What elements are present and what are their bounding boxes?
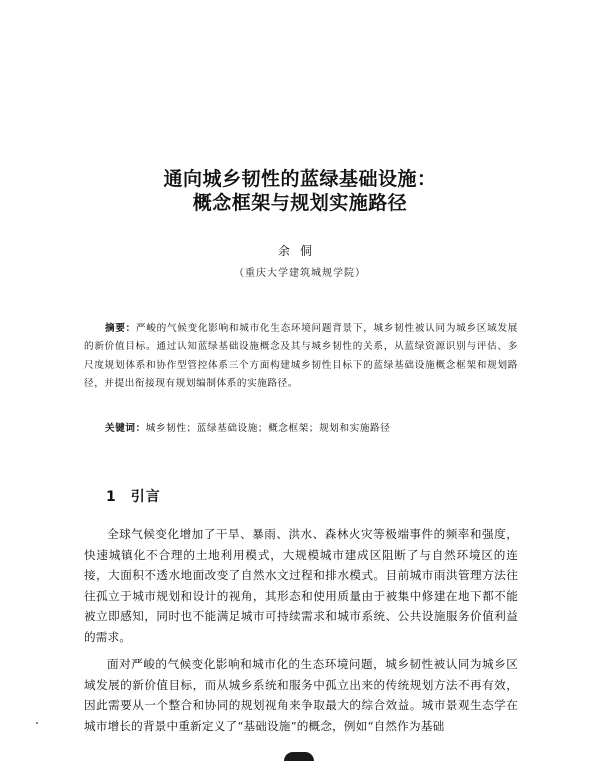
- abstract-text: 严峻的气候变化影响和城市化生态环境问题背景下，城乡韧性被认同为城乡区域发展的新价值目标。通过认知蓝绿基础设施概念及其与城乡韧性的关系，从蓝绿资源识别与评估、多尺度规划体系和协作型管控体系三个方面构建城乡韧性目标下的蓝绿基础设施概念框架和规划路径，并提出衔接现有规划编制体系的实施路径。: [84, 323, 518, 390]
- section-number: 1: [106, 489, 117, 505]
- page-number-mark: [284, 752, 314, 761]
- body-paragraph-1: 全球气候变化增加了干旱、暴雨、洪水、森林火灾等极端事件的频率和强度，快速城镇化不合理的土地利用模式，大规模城市建成区阻断了与自然环境区的连接，大面积不透水地面改变了自然水文过程和排水模式。目前城市雨洪管理方法往往孤立于城市规划和设计的视角，其形态和使用质量由于被集中修建在地下都不能被立即感知，同时也不能满足城市可持续需求和城市系统、公共设施服务价值利益的需求。: [84, 527, 518, 644]
- author-name: 余侗: [277, 244, 322, 258]
- keywords: [84, 420, 518, 438]
- section-heading: [106, 486, 161, 506]
- body-paragraph-2: 面对严峻的气候变化影响和城市化的生态环境问题，城乡韧性被认同为城乡区域发展的新价值目标，而从城乡系统和服务中孤立出来的传统规划方法不再有效，因此需要从一个整合和协同的规划视角来争取最大的综合效益。城市景观生态学在城市增长的背景中重新定义了“基础设施”的概念，例如“自然作为基础: [84, 657, 518, 733]
- abstract: [84, 320, 518, 394]
- paper-title-line1: 通向城乡韧性的蓝绿基础设施：: [163, 168, 437, 190]
- keywords-text: 城乡韧性；蓝绿基础设施；概念框架；规划和实施路径: [145, 423, 391, 434]
- keywords-label: 关键词：: [105, 423, 146, 434]
- author-affiliation: （重庆大学建筑城规学院）: [234, 268, 366, 279]
- abstract-label: 摘要：: [105, 323, 136, 334]
- scan-speck: [36, 722, 38, 724]
- section-title: 引言: [130, 489, 161, 505]
- paper-title-line2: 概念框架与规划实施路径: [192, 192, 408, 214]
